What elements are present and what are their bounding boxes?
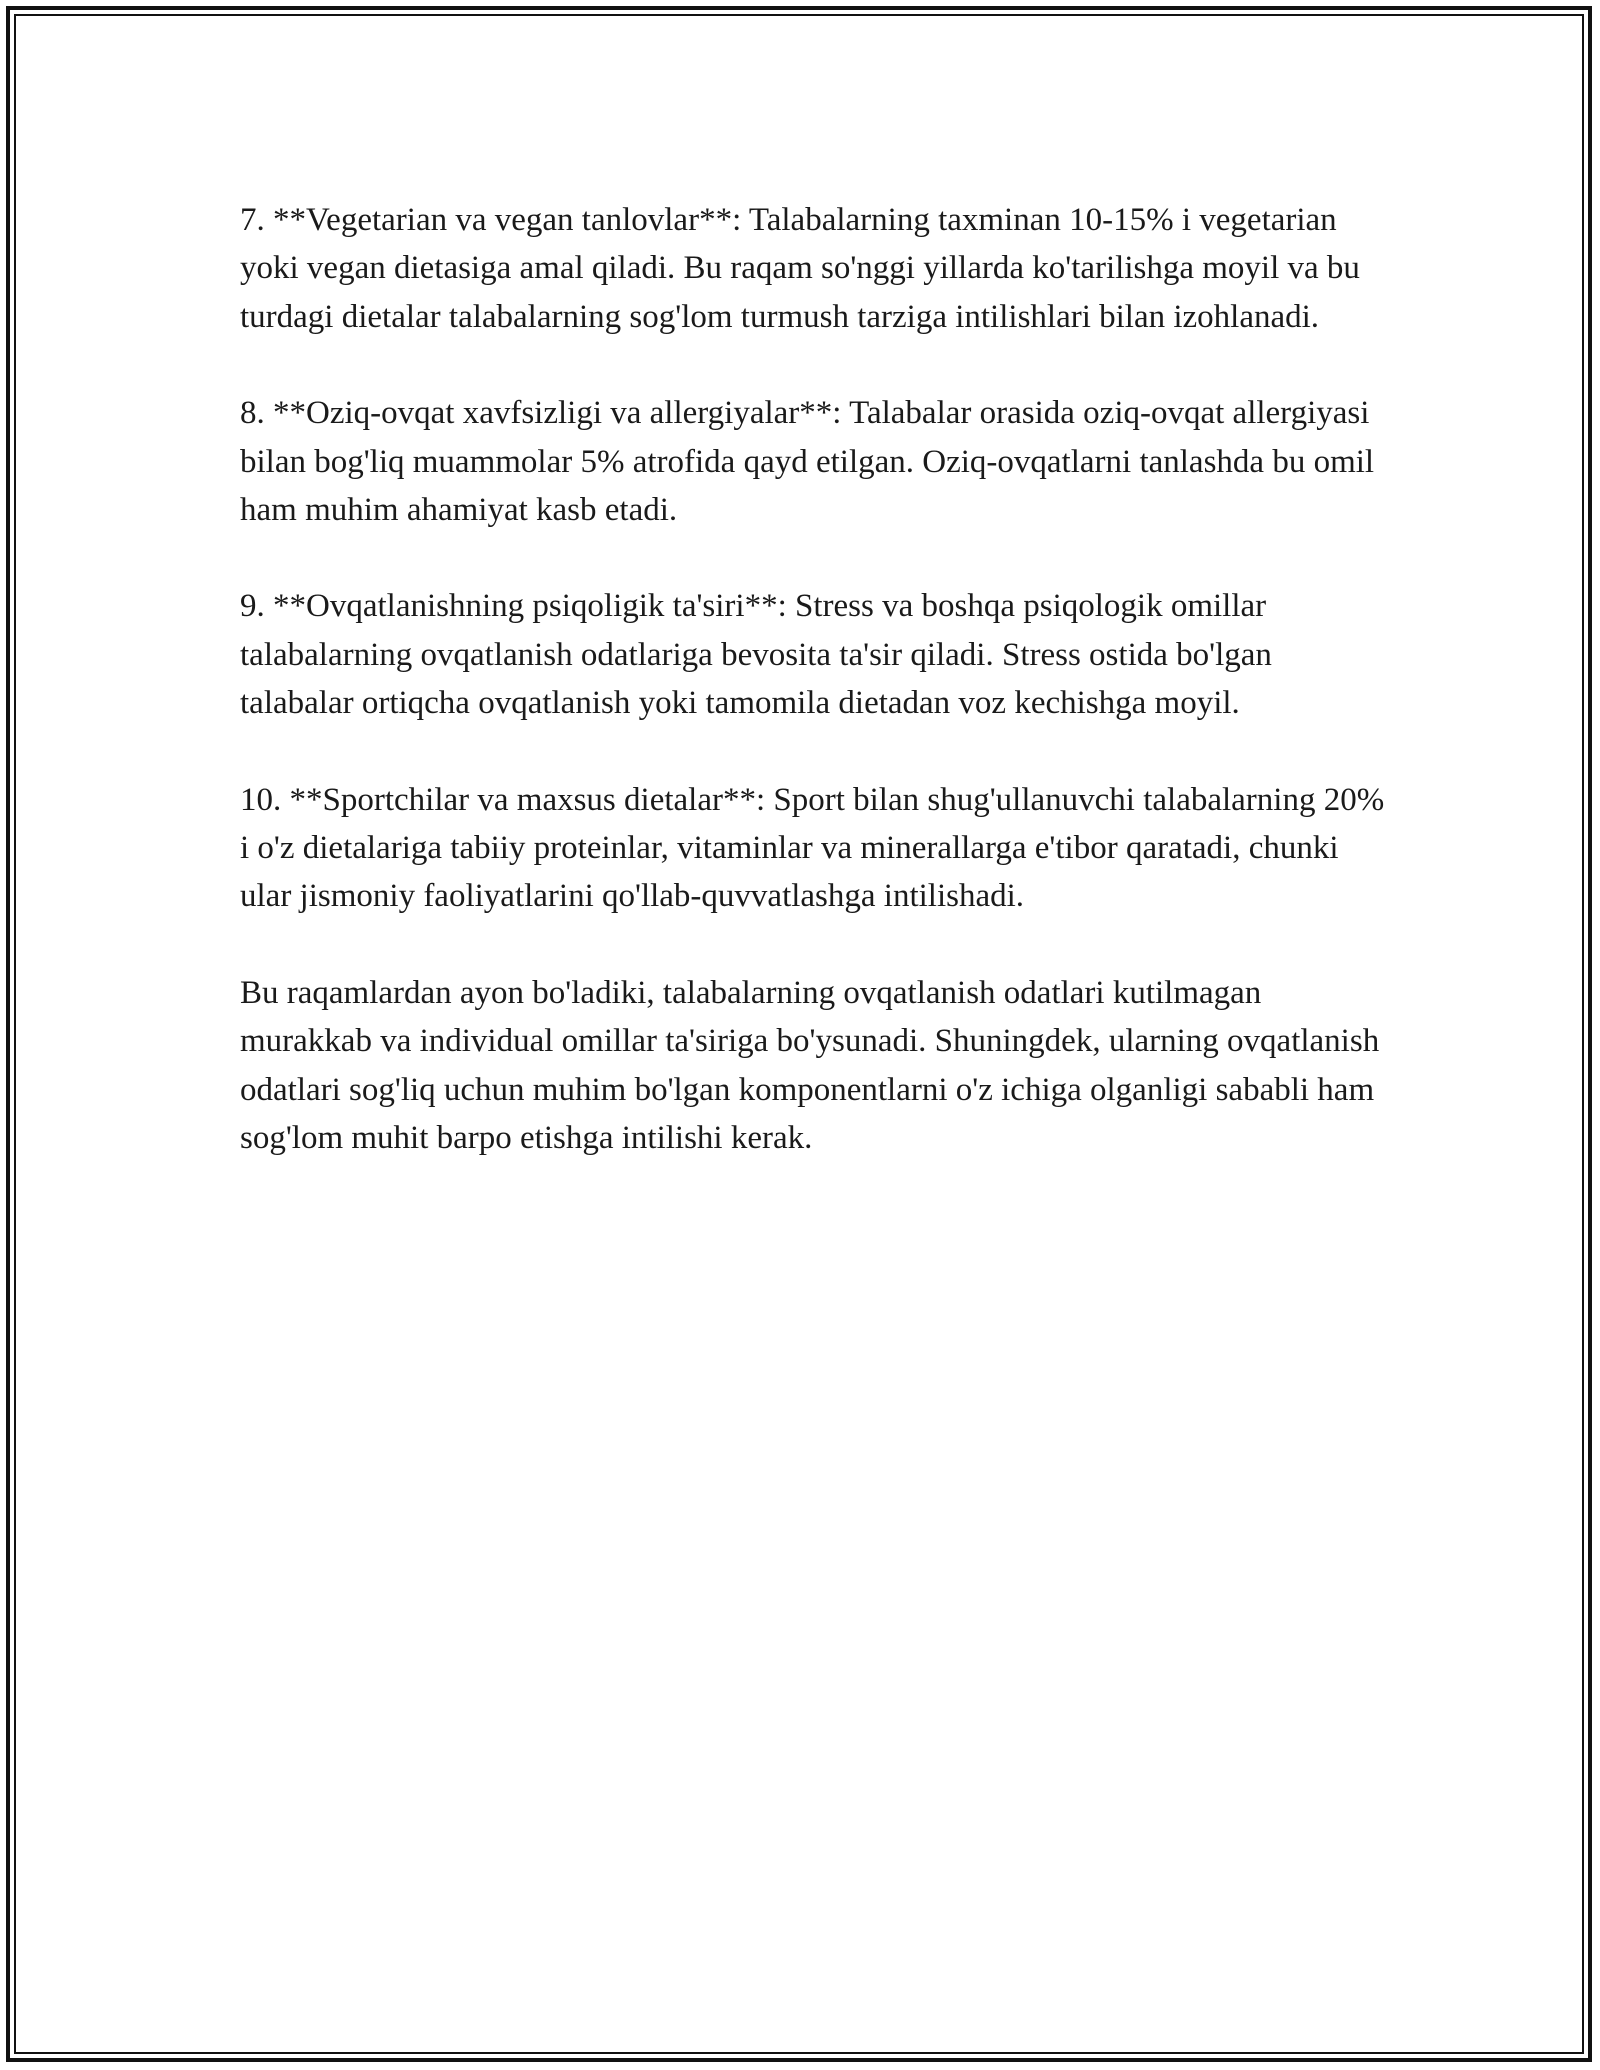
paragraph-item-8: 8. **Oziq-ovqat xavfsizligi va allergiyalar**: Talabalar orasida oziq-ovqat allergiyasi bilan bog'liq muammolar 5% atrofida qayd etilgan. Oziq-ovqatlarni tanlashda bu omil ham muhim ahamiyat kasb etadi. [240, 395, 1375, 529]
paragraph-item-7: 7. **Vegetarian va vegan tanlovlar**: Talabalarning taxminan 10-15% i vegetarian yoki vegan dietasiga amal qiladi. Bu raqam so'nggi yillarda ko'tarilishga moyil va bu turdagi dietalar talabalarning sog'lom turmush tarziga intilishlari bilan izohlanadi. [240, 202, 1360, 335]
document-body [240, 196, 1390, 1211]
conclusion-paragraph: Bu raqamlardan ayon bo'ladiki, talabalarning ovqatlanish odatlari kutilmagan murakkab va individual omillar ta'siriga bo'ysunadi. Shuningdek, ularning ovqatlanish odatlari sog'liq uchun muhim bo'lgan komponentlarni o'z ichiga olganligi sababli ham sog'lom muhit barpo etishga intilishi kerak. [240, 974, 1380, 1157]
paragraph-item-10: 10. **Sportchilar va maxsus dietalar**: Sport bilan shug'ullanuvchi talabalarning 20% i o'z dietalariga tabiiy proteinlar, vitaminlar va minerallarga e'tibor qaratadi, chunki ular jismoniy faoliyatlarini qo'llab-quvvatlashga intilishadi. [240, 781, 1385, 915]
paragraph-item-9: 9. **Ovqatlanishning psiqoligik ta'siri**: Stress va boshqa psiqologik omillar talabalarning ovqatlanish odatlariga bevosita ta'sir qiladi. Stress ostida bo'lgan talabalar ortiqcha ovqatlanish yoki tamomila dietadan voz kechishga moyil. [240, 588, 1272, 722]
page-border [6, 6, 1592, 2062]
